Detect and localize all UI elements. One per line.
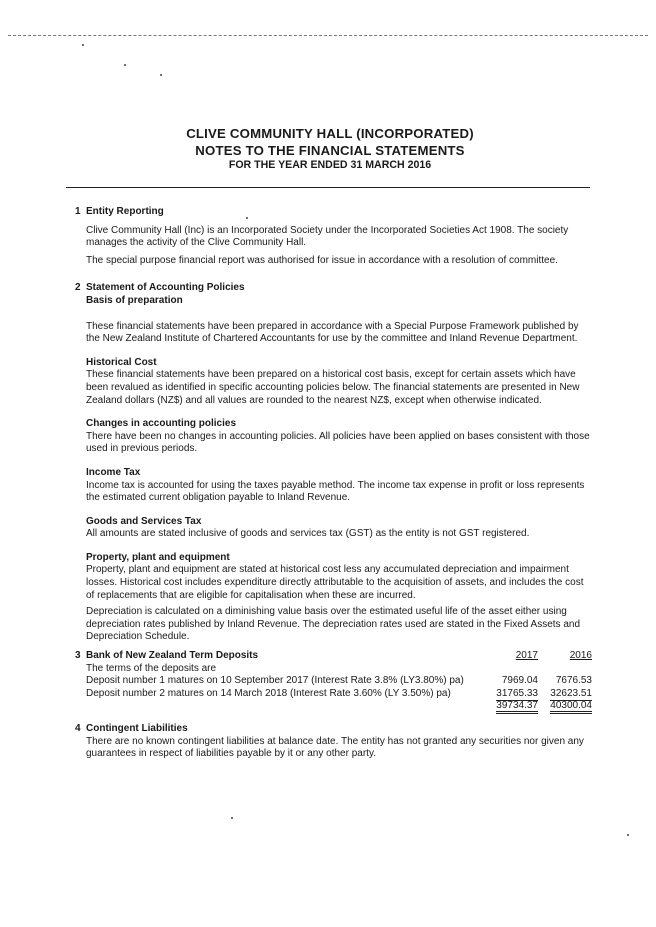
- scan-artifact-line: [8, 35, 648, 36]
- note-title: Bank of New Zealand Term Deposits: [86, 650, 259, 662]
- deposit-row: [86, 675, 592, 688]
- subsection-text: Income tax is accounted for using the taxes payable method. The income tax expense in profit or loss represents the estimated current obligation payable to Inland Revenue.: [86, 479, 585, 504]
- scan-speck: [82, 44, 84, 46]
- note-number: 3: [75, 650, 81, 662]
- note-number: 2: [75, 282, 81, 294]
- subsection-text: All amounts are stated inclusive of goods and services tax (GST) as the entity is not GST registered.: [86, 528, 530, 540]
- scan-speck: [627, 834, 629, 836]
- subsection-title: Changes in accounting policies: [86, 418, 237, 430]
- notes-body: [62, 206, 592, 761]
- subsection-title: Historical Cost: [86, 356, 157, 368]
- subsection-text: Property, plant and equipment are stated at historical cost less any accumulated depreciation and impairment losses. Historical cost includes expenditure directly attributable to the acquisition of assets, and includes the cost of replacements that are eligible for capitalisation when these are incurred.: [86, 564, 584, 601]
- subsection-title: Property, plant and equipment: [86, 551, 230, 563]
- note-title: Entity Reporting: [86, 206, 164, 217]
- note-title: Statement of Accounting Policies: [86, 282, 245, 294]
- deposit-value-2016: 32623.51: [550, 688, 592, 702]
- deposit-row: [86, 688, 592, 701]
- note-paragraph: Clive Community Hall (Inc) is an Incorporated Society under the Incorporated Societies Act 1908. The society manages the activity of the Clive Community Hall.: [86, 224, 569, 249]
- note-number: 4: [75, 723, 81, 734]
- scan-speck: [124, 64, 126, 66]
- total-value-2017: 39734.37: [496, 700, 538, 714]
- deposits-intro: The terms of the deposits are: [86, 662, 217, 674]
- subsection-text: Depreciation is calculated on a diminishing value basis over the estimated useful life of the asset either using depreciation rates published by Inland Revenue. The depreciation rates used are stated in the Fixed Assets and Depreciation Schedule.: [86, 606, 581, 643]
- deposit-label: Deposit number 2 matures on 14 March 2018 (Interest Rate 3.60% (LY 3.50%) pa): [86, 687, 451, 699]
- deposit-value-2017: 31765.33: [496, 688, 538, 702]
- deposit-total-row: [86, 700, 592, 713]
- deposit-label: Deposit number 1 matures on 10 September 2017 (Interest Rate 3.8% (LY3.80%) pa): [86, 675, 464, 687]
- note-paragraph: The special purpose financial report was authorised for issue in accordance with a resolution of committee.: [86, 254, 558, 266]
- note-2: [62, 282, 592, 644]
- total-value-2016: 40300.04: [550, 700, 592, 714]
- scan-speck: [231, 817, 233, 819]
- note-paragraph: There are no known contingent liabilities at balance date. The entity has not granted any securities nor given any guarantees in respect of liabilities payable by it or any other party.: [86, 735, 584, 760]
- note-title: Contingent Liabilities: [86, 723, 188, 734]
- subsection-title: Basis of preparation: [86, 294, 183, 306]
- note-3: [62, 650, 592, 713]
- document-title: NOTES TO THE FINANCIAL STATEMENTS: [195, 143, 465, 158]
- note-number: 1: [75, 206, 81, 217]
- document-header: [60, 125, 600, 172]
- subsection-text: These financial statements have been prepared in accordance with a Special Purpose Framework published by the New Zealand Institute of Chartered Accountants for use by the committee and Inland Revenue Department.: [86, 320, 579, 345]
- deposit-value-2016: 7676.53: [555, 675, 592, 687]
- subsection-text: There have been no changes in accounting policies. All policies have been applied on bases consistent with those used in previous periods.: [86, 430, 590, 455]
- header-divider: [66, 187, 590, 188]
- note-4: [62, 723, 592, 761]
- column-header-2016: 2016: [569, 650, 592, 662]
- subsection-title: Goods and Services Tax: [86, 515, 202, 527]
- scan-speck: [160, 74, 162, 76]
- note-1: [62, 206, 592, 267]
- column-header-2017: 2017: [515, 650, 538, 662]
- deposit-value-2017: 7969.04: [501, 675, 538, 687]
- subsection-title: Income Tax: [86, 466, 141, 478]
- reporting-period: FOR THE YEAR ENDED 31 MARCH 2016: [228, 159, 432, 171]
- subsection-text: These financial statements have been prepared on a historical cost basis, except for certain assets which have been revalued as identified in specific accounting policies below. The financial statements are presented in New Zealand dollars (NZ$) and all values are rounded to the nearest NZ$, except when otherwise indicated.: [86, 369, 580, 406]
- organisation-name: CLIVE COMMUNITY HALL (INCORPORATED): [186, 126, 474, 141]
